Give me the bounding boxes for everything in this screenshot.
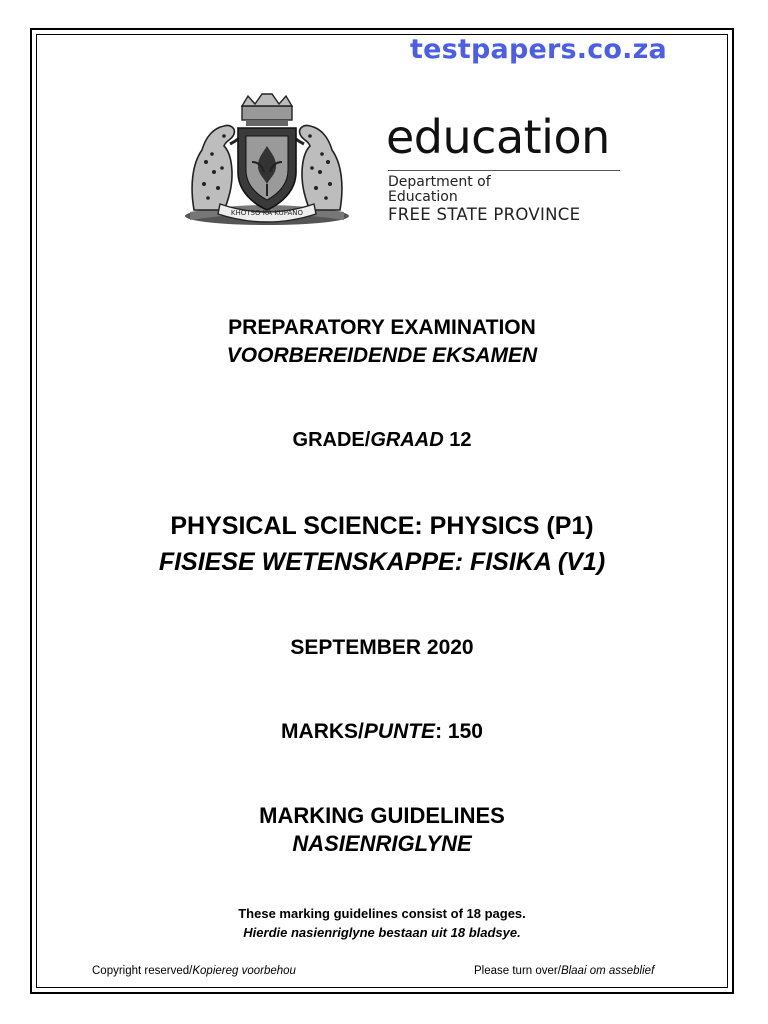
marks-line (36, 720, 728, 744)
footer-turn-over (474, 965, 654, 977)
subject-english: PHYSICAL SCIENCE: PHYSICS (P1) (170, 512, 594, 540)
department-line-1: Department of (388, 174, 491, 190)
department-province: FREE STATE PROVINCE (388, 205, 581, 224)
guidelines-afrikaans: NASIENRIGLYNE (292, 831, 472, 856)
crest-motto: KHOTSO KA KUPANO (230, 209, 304, 217)
footer-copyright-afrikaans: Kopiereg voorbehou (192, 965, 296, 977)
marks-label-english: MARKS/ (281, 720, 364, 743)
footer-turn-over-afrikaans: Blaai om asseblief (560, 965, 655, 977)
exam-title-english: PREPARATORY EXAMINATION (228, 316, 536, 339)
footer-copyright-english: Copyright reserved/ (92, 965, 193, 977)
brand-wordmark: education (386, 110, 610, 164)
grade-line (36, 429, 728, 452)
page-count-afrikaans: Hierdie nasienriglyne bestaan uit 18 bladsye. (243, 925, 521, 940)
guidelines-english: MARKING GUIDELINES (259, 803, 505, 828)
marks-value: : 150 (435, 720, 483, 743)
grade-label-english: GRADE/ (292, 429, 371, 451)
brand-divider (388, 170, 620, 171)
department-line-2: Education (388, 189, 458, 205)
exam-title-afrikaans: VOORBEREIDENDE EKSAMEN (226, 344, 538, 367)
subject-afrikaans: FISIESE WETENSKAPPE: FISIKA (V1) (158, 548, 606, 576)
footer-copyright (92, 965, 296, 977)
coat-of-arms-icon (176, 92, 358, 230)
marks-label-afrikaans: PUNTE (363, 720, 436, 743)
footer-turn-over-english: Please turn over/ (474, 965, 561, 977)
grade-value: 12 (443, 429, 472, 451)
page-count-english: These marking guidelines consist of 18 pages. (238, 906, 526, 921)
watermark-text: testpapers.co.za (410, 34, 667, 65)
exam-date: SEPTEMBER 2020 (290, 636, 474, 659)
grade-label-afrikaans: GRAAD (370, 429, 444, 451)
